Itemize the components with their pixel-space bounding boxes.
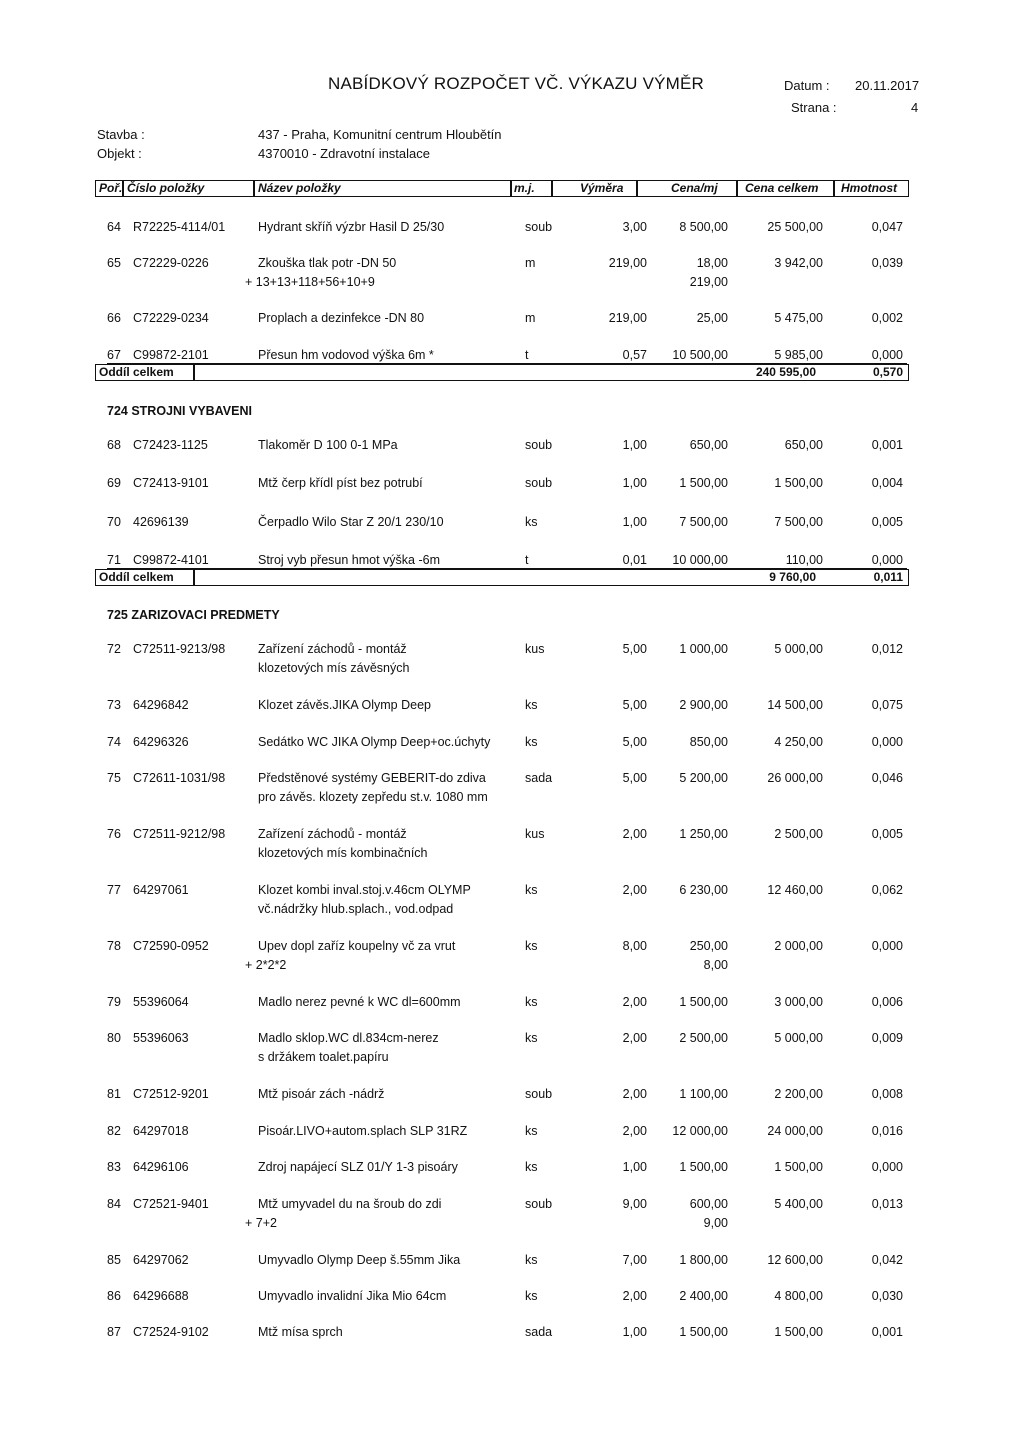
item-unit: ks: [525, 1253, 538, 1267]
item-quantity: 0,01: [622, 553, 647, 567]
item-total-price: 3 000,00: [774, 995, 823, 1009]
stavba-value: 437 - Praha, Komunitní centrum Hloubětín: [258, 127, 502, 142]
item-name: Tlakoměr D 100 0-1 MPa: [258, 438, 398, 452]
section-heading: 725 ZARIZOVACI PREDMETY: [107, 608, 280, 622]
item-unit-price: 10 000,00: [672, 553, 728, 567]
item-unit-price: 10 500,00: [672, 348, 728, 362]
item-unit: ks: [525, 515, 538, 529]
item-unit: kus: [525, 827, 545, 841]
item-unit: ks: [525, 698, 538, 712]
item-unit-price: 1 100,00: [679, 1087, 728, 1101]
item-name: Klozet závěs.JIKA Olymp Deep: [258, 698, 431, 712]
quantity-formula: + 13+13+118+56+10+9: [245, 275, 375, 289]
col-divider: [636, 181, 638, 196]
item-quantity: 2,00: [622, 995, 647, 1009]
item-unit: ks: [525, 1124, 538, 1138]
item-weight: 0,016: [871, 1124, 903, 1138]
item-code: C99872-4101: [133, 553, 209, 567]
subtotal-label: Oddíl celkem: [99, 570, 174, 584]
item-name-continued: klozetových mís kombinačních: [258, 846, 428, 860]
item-weight: 0,030: [871, 1289, 903, 1303]
item-code: C72423-1125: [133, 438, 208, 452]
item-quantity: 2,00: [622, 1289, 647, 1303]
item-total-price: 2 500,00: [774, 827, 823, 841]
row-number: 72: [107, 642, 121, 656]
col-cena-celkem: Cena celkem: [745, 181, 819, 195]
item-unit-price: 1 000,00: [679, 642, 728, 656]
item-code: C72229-0234: [133, 311, 209, 325]
item-weight: 0,000: [871, 735, 903, 749]
item-code: 64296842: [133, 698, 189, 712]
item-unit: ks: [525, 1031, 538, 1045]
item-name: Stroj vyb přesun hmot výška -6m: [258, 553, 441, 567]
item-weight: 0,075: [871, 698, 903, 712]
item-code: C72521-9401: [133, 1197, 209, 1211]
item-unit: soub: [525, 438, 553, 452]
item-total-price: 5 000,00: [774, 642, 823, 656]
col-cena-mj: Cena/mj: [671, 181, 718, 195]
item-unit: sada: [525, 771, 553, 785]
item-code: C72611-1031/98: [133, 771, 226, 785]
item-weight: 0,001: [871, 1325, 903, 1339]
item-total-price: 2 200,00: [774, 1087, 823, 1101]
datum-value: 20.11.2017: [855, 78, 920, 93]
item-unit-price: 7 500,00: [679, 515, 728, 529]
item-unit-price: 6 230,00: [679, 883, 728, 897]
item-unit-price: 2 400,00: [679, 1289, 728, 1303]
item-name: Zařízení záchodů - montáž: [258, 642, 407, 656]
col-hmotnost: Hmotnost: [841, 181, 897, 195]
item-unit: ks: [525, 1160, 538, 1174]
row-number: 85: [107, 1253, 121, 1267]
item-weight: 0,005: [871, 827, 903, 841]
item-total-price: 4 800,00: [774, 1289, 823, 1303]
column-header-bar: [95, 180, 909, 197]
row-number: 65: [107, 256, 121, 270]
stavba-label: Stavba :: [97, 127, 145, 142]
item-unit: ks: [525, 1289, 538, 1303]
item-name-continued: vč.nádržky hlub.splach., vod.odpad: [258, 902, 454, 916]
section-subtotal: [95, 364, 909, 381]
item-weight: 0,000: [871, 939, 903, 953]
item-code: C72511-9212/98: [133, 827, 226, 841]
item-total-price: 1 500,00: [774, 1160, 823, 1174]
item-unit-price: 1 250,00: [679, 827, 728, 841]
item-weight: 0,006: [871, 995, 903, 1009]
item-weight: 0,002: [871, 311, 903, 325]
item-total-price: 1 500,00: [774, 1325, 823, 1339]
subtotal-divider: [193, 570, 195, 585]
row-number: 71: [107, 553, 121, 567]
row-number: 87: [107, 1325, 121, 1339]
item-name: Předstěnové systémy GEBERIT-do zdiva: [258, 771, 486, 785]
item-quantity: 1,00: [622, 1325, 647, 1339]
item-weight: 0,047: [871, 220, 903, 234]
item-weight: 0,000: [871, 348, 903, 362]
formula-result: 9,00: [703, 1216, 728, 1230]
item-name: Mtž čerp křídl píst bez potrubí: [258, 476, 423, 490]
row-number: 82: [107, 1124, 121, 1138]
item-unit-price: 1 500,00: [679, 995, 728, 1009]
row-number: 86: [107, 1289, 121, 1303]
item-quantity: 1,00: [622, 438, 647, 452]
item-name: Zdroj napájecí SLZ 01/Y 1-3 pisoáry: [258, 1160, 458, 1174]
item-name: Madlo nerez pevné k WC dl=600mm: [258, 995, 461, 1009]
item-unit-price: 600,00: [689, 1197, 728, 1211]
item-code: 55396064: [133, 995, 189, 1009]
item-total-price: 25 500,00: [767, 220, 823, 234]
item-unit: sada: [525, 1325, 553, 1339]
col-divider: [122, 181, 124, 196]
subtotal-weight: 0,570: [872, 365, 903, 379]
row-number: 73: [107, 698, 121, 712]
item-code: 64297018: [133, 1124, 189, 1138]
item-code: 64297061: [133, 883, 189, 897]
item-total-price: 1 500,00: [774, 476, 823, 490]
item-total-price: 2 000,00: [774, 939, 823, 953]
subtotal-label: Oddíl celkem: [99, 365, 174, 379]
item-name: Hydrant skříň výzbr Hasil D 25/30: [258, 220, 445, 234]
item-code: C99872-2101: [133, 348, 209, 362]
item-quantity: 2,00: [622, 883, 647, 897]
item-quantity: 1,00: [622, 1160, 647, 1174]
col-nazev: Název položky: [258, 181, 341, 195]
item-name-continued: s držákem toalet.papíru: [258, 1050, 389, 1064]
item-weight: 0,001: [871, 438, 903, 452]
item-total-price: 110,00: [785, 553, 823, 567]
item-name: Upev dopl zaříz koupelny vč za vrut: [258, 939, 456, 953]
item-code: C72512-9201: [133, 1087, 209, 1101]
item-total-price: 3 942,00: [774, 256, 823, 270]
item-quantity: 2,00: [622, 827, 647, 841]
item-name: Mtž umyvadel du na šroub do zdi: [258, 1197, 442, 1211]
item-total-price: 14 500,00: [767, 698, 823, 712]
item-unit: ks: [525, 939, 538, 953]
strana-label: Strana :: [791, 100, 837, 115]
subtotal-price: 9 760,00: [769, 570, 816, 584]
item-unit-price: 1 500,00: [679, 1325, 728, 1339]
item-weight: 0,000: [871, 553, 903, 567]
subtotal-price: 240 595,00: [755, 365, 816, 379]
row-number: 83: [107, 1160, 121, 1174]
row-number: 69: [107, 476, 121, 490]
item-code: C72511-9213/98: [133, 642, 226, 656]
item-weight: 0,008: [871, 1087, 903, 1101]
row-number: 68: [107, 438, 121, 452]
col-divider: [736, 181, 738, 196]
item-unit-price: 850,00: [689, 735, 728, 749]
row-number: 76: [107, 827, 121, 841]
col-mj: m.j.: [514, 181, 535, 195]
item-weight: 0,000: [871, 1160, 903, 1174]
item-unit: soub: [525, 220, 553, 234]
item-name: Umyvadlo invalidní Jika Mio 64cm: [258, 1289, 447, 1303]
strana-value: 4: [911, 100, 919, 115]
col-cislo: Číslo položky: [127, 181, 205, 195]
quantity-formula: + 7+2: [245, 1216, 277, 1230]
item-unit: ks: [525, 735, 538, 749]
row-number: 84: [107, 1197, 121, 1211]
row-number: 66: [107, 311, 121, 325]
objekt-value: 4370010 - Zdravotní instalace: [258, 146, 430, 161]
item-unit-price: 12 000,00: [672, 1124, 728, 1138]
item-name-continued: klozetových mís závěsných: [258, 661, 410, 675]
row-number: 79: [107, 995, 121, 1009]
item-name: Mtž pisoár zách -nádrž: [258, 1087, 385, 1101]
item-quantity: 219,00: [608, 311, 647, 325]
col-divider: [253, 181, 255, 196]
col-por: Poř.: [99, 181, 123, 195]
row-number: 67: [107, 348, 121, 362]
item-name: Madlo sklop.WC dl.834cm-nerez: [258, 1031, 439, 1045]
item-unit-price: 2 900,00: [679, 698, 728, 712]
item-weight: 0,013: [871, 1197, 903, 1211]
item-total-price: 650,00: [784, 438, 823, 452]
item-unit: m: [525, 311, 536, 325]
item-unit-price: 1 500,00: [679, 1160, 728, 1174]
item-unit: soub: [525, 476, 553, 490]
item-weight: 0,046: [871, 771, 903, 785]
item-quantity: 2,00: [622, 1087, 647, 1101]
item-code: 64296106: [133, 1160, 189, 1174]
item-unit-price: 5 200,00: [679, 771, 728, 785]
item-unit: kus: [525, 642, 545, 656]
row-number: 64: [107, 220, 121, 234]
item-name: Čerpadlo Wilo Star Z 20/1 230/10: [258, 515, 444, 529]
item-code: R72225-4114/01: [133, 220, 226, 234]
item-quantity: 5,00: [622, 642, 647, 656]
item-quantity: 5,00: [622, 698, 647, 712]
section-heading: 724 STROJNI VYBAVENI: [107, 404, 252, 418]
row-number: 70: [107, 515, 121, 529]
item-total-price: 5 000,00: [774, 1031, 823, 1045]
col-divider: [833, 181, 835, 196]
item-unit-price: 650,00: [689, 438, 728, 452]
item-total-price: 5 475,00: [774, 311, 823, 325]
row-number: 75: [107, 771, 121, 785]
item-name: Pisoár.LIVO+autom.splach SLP 31RZ: [258, 1124, 468, 1138]
item-weight: 0,005: [871, 515, 903, 529]
item-unit: soub: [525, 1087, 553, 1101]
item-quantity: 219,00: [608, 256, 647, 270]
item-total-price: 26 000,00: [767, 771, 823, 785]
datum-label: Datum :: [784, 78, 830, 93]
item-weight: 0,012: [871, 642, 903, 656]
item-unit-price: 8 500,00: [679, 220, 728, 234]
quantity-formula: + 2*2*2: [245, 958, 287, 972]
item-quantity: 5,00: [622, 771, 647, 785]
item-weight: 0,004: [871, 476, 903, 490]
item-quantity: 9,00: [622, 1197, 647, 1211]
item-code: 64297062: [133, 1253, 189, 1267]
item-name: Mtž mísa sprch: [258, 1325, 343, 1339]
item-name: Zkouška tlak potr -DN 50: [258, 256, 397, 270]
section-subtotal: [95, 569, 909, 586]
objekt-label: Objekt :: [97, 146, 142, 161]
item-total-price: 5 985,00: [774, 348, 823, 362]
item-name: Zařízení záchodů - montáž: [258, 827, 407, 841]
col-divider: [510, 181, 512, 196]
item-code: 55396063: [133, 1031, 189, 1045]
item-unit: soub: [525, 1197, 553, 1211]
item-total-price: 4 250,00: [774, 735, 823, 749]
item-weight: 0,039: [871, 256, 903, 270]
item-weight: 0,062: [871, 883, 903, 897]
item-unit: t: [525, 553, 529, 567]
item-total-price: 12 460,00: [767, 883, 823, 897]
item-unit-price: 18,00: [696, 256, 728, 270]
item-unit-price: 250,00: [689, 939, 728, 953]
subtotal-weight: 0,011: [873, 570, 903, 584]
item-name: Proplach a dezinfekce -DN 80: [258, 311, 425, 325]
item-name-continued: pro závěs. klozety zepředu st.v. 1080 mm: [258, 790, 488, 804]
item-unit-price: 2 500,00: [679, 1031, 728, 1045]
item-weight: 0,042: [871, 1253, 903, 1267]
item-unit: m: [525, 256, 536, 270]
document-title: NABÍDKOVÝ ROZPOČET VČ. VÝKAZU VÝMĚR: [328, 74, 705, 93]
col-vymera: Výměra: [580, 181, 624, 195]
item-unit: ks: [525, 883, 538, 897]
item-weight: 0,009: [871, 1031, 903, 1045]
subtotal-divider: [193, 365, 195, 380]
item-code: C72524-9102: [133, 1325, 209, 1339]
item-code: C72413-9101: [133, 476, 209, 490]
row-number: 81: [107, 1087, 121, 1101]
item-total-price: 24 000,00: [767, 1124, 823, 1138]
item-code: C72229-0226: [133, 256, 209, 270]
item-name: Klozet kombi inval.stoj.v.46cm OLYMP: [258, 883, 471, 897]
row-number: 77: [107, 883, 121, 897]
item-quantity: 5,00: [622, 735, 647, 749]
formula-result: 219,00: [689, 275, 728, 289]
item-unit-price: 25,00: [696, 311, 728, 325]
item-code: C72590-0952: [133, 939, 209, 953]
item-total-price: 7 500,00: [774, 515, 823, 529]
formula-result: 8,00: [703, 958, 728, 972]
item-quantity: 3,00: [622, 220, 647, 234]
item-name: Sedátko WC JIKA Olymp Deep+oc.úchyty: [258, 735, 491, 749]
item-quantity: 2,00: [622, 1124, 647, 1138]
row-number: 74: [107, 735, 121, 749]
item-unit-price: 1 500,00: [679, 476, 728, 490]
item-unit-price: 1 800,00: [679, 1253, 728, 1267]
item-total-price: 12 600,00: [767, 1253, 823, 1267]
item-code: 64296326: [133, 735, 189, 749]
item-unit: ks: [525, 995, 538, 1009]
row-number: 80: [107, 1031, 121, 1045]
item-quantity: 1,00: [622, 515, 647, 529]
col-divider: [551, 181, 553, 196]
item-quantity: 0,57: [622, 348, 647, 362]
item-name: Umyvadlo Olymp Deep š.55mm Jika: [258, 1253, 461, 1267]
item-total-price: 5 400,00: [774, 1197, 823, 1211]
item-quantity: 7,00: [622, 1253, 647, 1267]
item-code: 42696139: [133, 515, 189, 529]
item-code: 64296688: [133, 1289, 189, 1303]
item-name: Přesun hm vodovod výška 6m *: [258, 348, 434, 362]
row-number: 78: [107, 939, 121, 953]
item-quantity: 1,00: [622, 476, 647, 490]
item-unit: t: [525, 348, 529, 362]
item-quantity: 2,00: [622, 1031, 647, 1045]
item-quantity: 8,00: [622, 939, 647, 953]
